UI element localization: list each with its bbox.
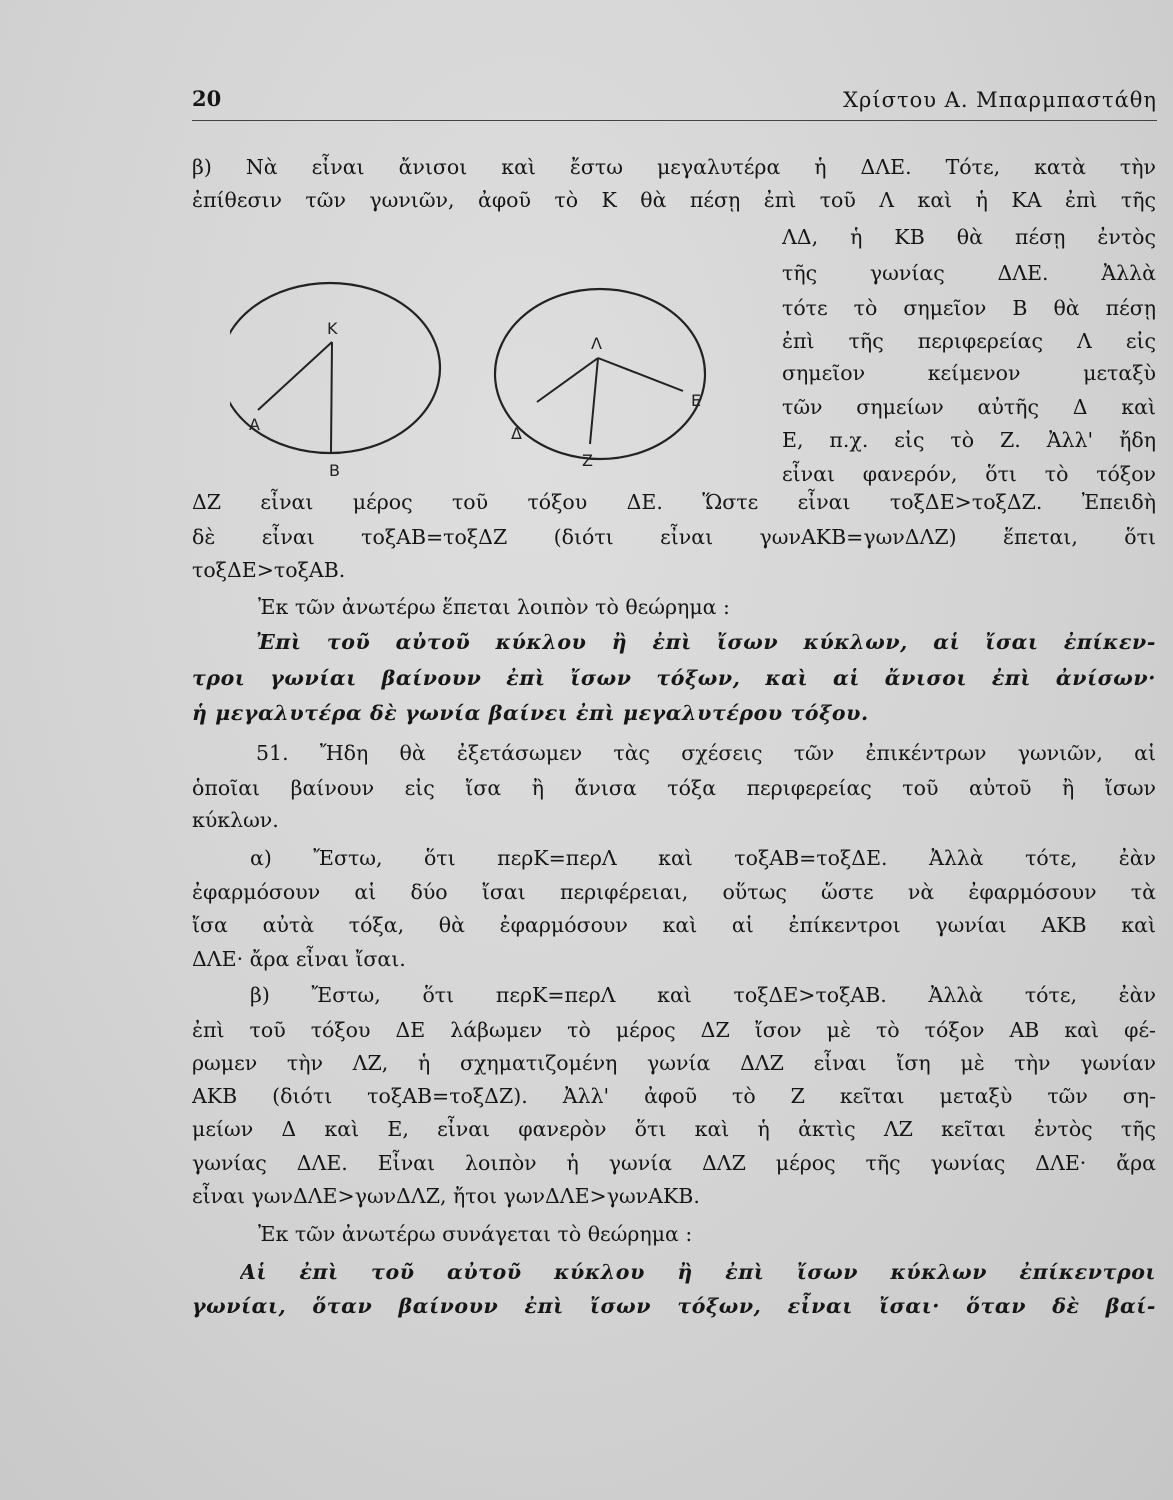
label-d: Δ xyxy=(511,424,522,443)
left-circle xyxy=(230,283,440,453)
page-header xyxy=(192,86,1157,121)
page-number: 20 xyxy=(192,86,222,111)
text-line: α) Ἔστω, ὅτι περΚ=περΛ καὶ τοξΑΒ=τοξΔΕ. Ἀλλὰ τότε, ἐὰν xyxy=(250,846,1156,870)
text-line: ἐπὶ τοῦ τόξου ΔΕ λάβωμεν τὸ μέρος ΔΖ ἴσον μὲ τὸ τόξον ΑΒ καὶ φέ- xyxy=(192,1018,1156,1042)
text-line: ρωμεν τὴν ΛΖ, ἡ σχηματιζομένη γωνία ΔΛΖ εἶναι ἴση μὲ τὴν γωνίαν xyxy=(192,1051,1156,1075)
label-a: Α xyxy=(249,415,260,434)
radius-lz xyxy=(590,358,598,444)
text-line: β) Νὰ εἶναι ἄνισοι καὶ ἔστω μεγαλυτέρα ἡ ΔΛΕ. Τότε, κατὰ τὴν xyxy=(192,155,1156,179)
text-line: εἶναι φανερόν, ὅτι τὸ τόξον xyxy=(782,462,1156,486)
text-line: ΑΚΒ (διότι τοξΑΒ=τοξΔΖ). Ἀλλ' ἀφοῦ τὸ Ζ κεῖται μεταξὺ τῶν ση- xyxy=(192,1084,1156,1108)
text-line: ὁποῖαι βαίνουν εἰς ἴσα ἢ ἄνισα τόξα περιφερείας τοῦ αὐτοῦ ἢ ἴσων xyxy=(192,776,1156,800)
text-line: Ε, π.χ. εἰς τὸ Ζ. Ἀλλ' ἤδη xyxy=(782,428,1156,452)
text-line: 51. Ἤδη θὰ ἐξετάσωμεν τὰς σχέσεις τῶν ἐπικέντρων γωνιῶν, αἱ xyxy=(256,741,1156,765)
running-head: Χρίστου Α. Μπαρμπαστάθη xyxy=(843,88,1157,112)
text-line: γωνίας ΔΛΕ. Εἶναι λοιπὸν ἡ γωνία ΔΛΖ μέρος τῆς γωνίας ΔΛΕ· ἄρα xyxy=(192,1151,1156,1175)
label-b: Β xyxy=(329,461,340,478)
text-line: εἶναι γωνΔΛΕ>γωνΔΛΖ, ἤτοι γωνΔΛΕ>γωνΑΚΒ. xyxy=(192,1184,700,1208)
text-line: τῆς γωνίας ΔΛΕ. Ἀλλὰ xyxy=(782,261,1156,285)
text-line: τοξΔΕ>τοξΑΒ. xyxy=(192,558,346,582)
radius-le xyxy=(598,358,683,391)
text-line: ἐφαρμόσουν αἱ δύο ἴσαι περιφέρειαι, οὕτως ὥστε νὰ ἐφαρμόσουν τὰ xyxy=(192,880,1156,904)
radius-ld xyxy=(537,358,598,402)
theorem-line: ἡ μεγαλυτέρα δὲ γωνία βαίνει ἐπὶ μεγαλυτέρου τόξου. xyxy=(192,701,869,725)
radius-kb xyxy=(331,342,332,452)
theorem-line: γωνίαι, ὅταν βαίνουν ἐπὶ ἴσων τόξων, εἶναι ἴσαι· ὅταν δὲ βαί- xyxy=(192,1294,1156,1318)
theorem-line: Ἐπὶ τοῦ αὐτοῦ κύκλου ἢ ἐπὶ ἴσων κύκλων, αἱ ἴσαι ἐπίκεν- xyxy=(256,630,1156,654)
text-line: κύκλων. xyxy=(192,808,279,832)
geometry-figure xyxy=(230,278,730,478)
text-line: ἴσα αὐτὰ τόξα, θὰ ἐφαρμόσουν καὶ αἱ ἐπίκεντροι γωνίαι ΑΚΒ καὶ xyxy=(192,913,1156,937)
label-e: Ε xyxy=(691,391,702,410)
text-line: Ἐκ τῶν ἀνωτέρω συνάγεται τὸ θεώρημα : xyxy=(258,1222,693,1246)
label-z: Ζ xyxy=(582,451,593,470)
text-line: σημεῖον κείμενον μεταξὺ xyxy=(782,361,1156,385)
text-line: μείων Δ καὶ Ε, εἶναι φανερὸν ὅτι καὶ ἡ ἀκτὶς ΛΖ κεῖται ἐντὸς τῆς xyxy=(192,1117,1156,1141)
two-circles-diagram xyxy=(230,278,730,478)
label-lambda: Λ xyxy=(591,334,602,353)
text-line: ἐπὶ τῆς περιφερείας Λ εἰς xyxy=(782,329,1156,353)
theorem-line: Αἱ ἐπὶ τοῦ αὐτοῦ κύκλου ἢ ἐπὶ ἴσων κύκλων ἐπίκεντροι xyxy=(240,1260,1156,1284)
text-line: ΔΖ εἶναι μέρος τοῦ τόξου ΔΕ. Ὥστε εἶναι τοξΔΕ>τοξΔΖ. Ἐπειδὴ xyxy=(192,490,1156,514)
text-line: ΛΔ, ἡ ΚΒ θὰ πέσῃ ἐντὸς xyxy=(782,225,1156,249)
text-line: ΔΛΕ· ἄρα εἶναι ἴσαι. xyxy=(192,947,406,971)
text-line: τότε τὸ σημεῖον Β θὰ πέσῃ xyxy=(782,296,1156,320)
label-k: Κ xyxy=(327,319,338,338)
theorem-line: τροι γωνίαι βαίνουν ἐπὶ ἴσων τόξων, καὶ αἱ ἄνισοι ἐπὶ ἀνίσων· xyxy=(192,666,1156,690)
text-line: δὲ εἶναι τοξΑΒ=τοξΔΖ (διότι εἶναι γωνΑΚΒ=γωνΔΛΖ) ἕπεται, ὅτι xyxy=(192,525,1156,549)
text-line: τῶν σημείων αὐτῆς Δ καὶ xyxy=(782,395,1156,419)
right-circle xyxy=(495,289,705,459)
text-line: ἐπίθεσιν τῶν γωνιῶν, ἀφοῦ τὸ Κ θὰ πέσῃ ἐπὶ τοῦ Λ καὶ ἡ ΚΑ ἐπὶ τῆς xyxy=(192,188,1156,212)
radius-ka xyxy=(258,342,332,410)
text-line: β) Ἔστω, ὅτι περΚ=περΛ καὶ τοξΔΕ>τοξΑΒ. Ἀλλὰ τότε, ἐὰν xyxy=(250,983,1156,1007)
text-line: Ἐκ τῶν ἀνωτέρω ἕπεται λοιπὸν τὸ θεώρημα : xyxy=(258,595,730,619)
